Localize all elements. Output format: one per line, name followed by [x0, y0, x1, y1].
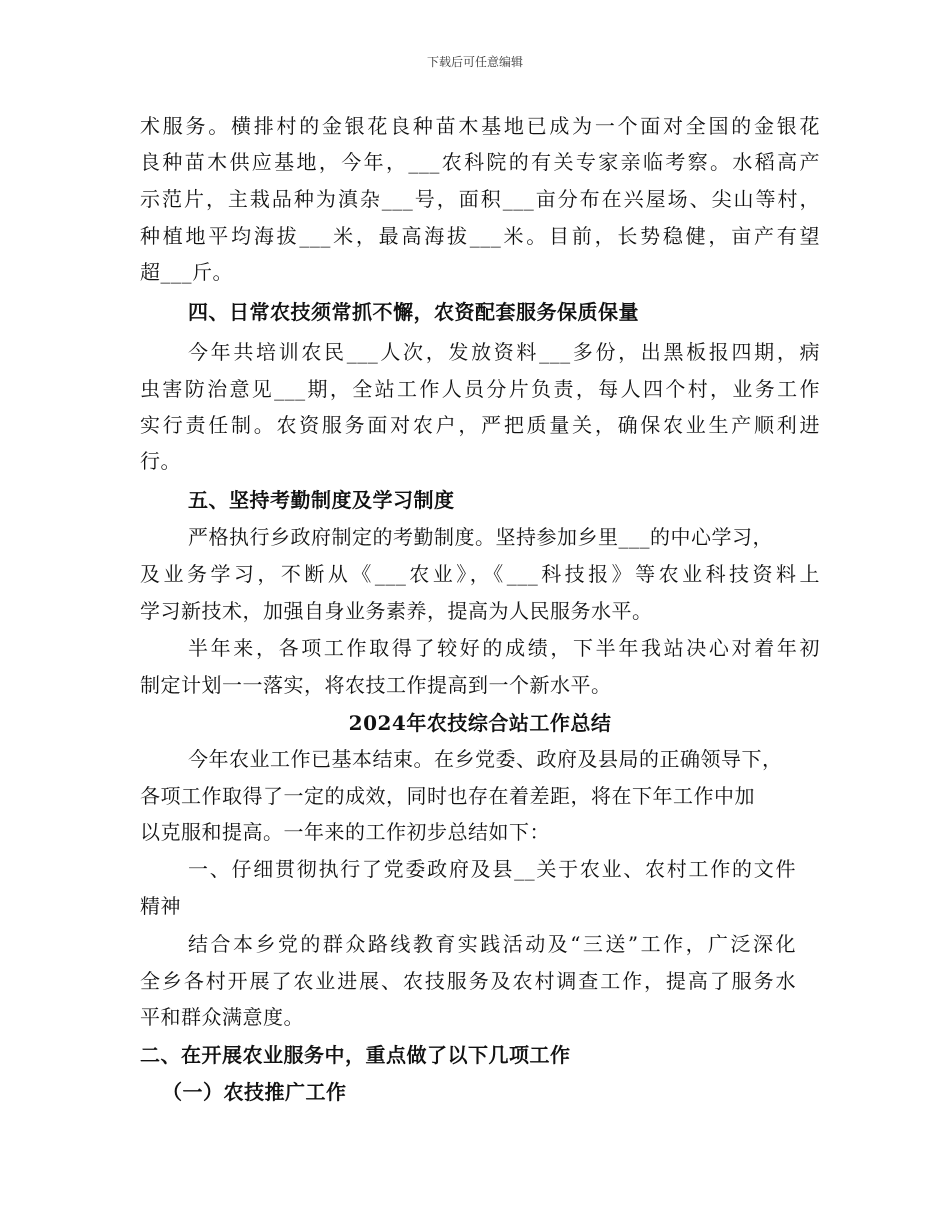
- text-line: 结合本乡党的群众路线教育实践活动及“三送”工作，广泛深化: [188, 932, 796, 956]
- page-header: 下载后可任意编辑: [426, 55, 523, 69]
- text-line: 实行责任制。农资服务面对农户，严把质量关，确保农业生产顺利进: [140, 413, 820, 437]
- text-line: 今年共培训农民___人次，发放资料___多份，出黑板报四期，病: [188, 340, 820, 364]
- section-heading: 五、坚持考勤制度及学习制度: [188, 488, 455, 512]
- section-heading: 四、日常农技须常抓不懈，农资配套服务保质保量: [188, 300, 639, 324]
- text-line: 术服务。横排村的金银花良种苗木基地已成为一个面对全国的金银花: [140, 114, 820, 138]
- text-line: 一、仔细贯彻执行了党委政府及县__关于农业、农村工作的文件: [188, 857, 796, 881]
- text-line: 超___斤。: [140, 260, 233, 284]
- text-line: 各项工作取得了一定的成效，同时也存在着差距，将在下年工作中加: [140, 784, 755, 808]
- text-line: 以克服和提高。一年来的工作初步总结如下：: [140, 820, 550, 844]
- text-line: 精神: [140, 894, 181, 918]
- text-line: 虫害防治意见___期，全站工作人员分片负责，每人四个村，业务工作: [140, 377, 820, 401]
- section-heading: 2024年农技综合站工作总结: [348, 711, 612, 735]
- text-line: 全乡各村开展了农业进展、农技服务及农村调查工作，提高了服务水: [140, 969, 796, 993]
- text-line: 及业务学习，不断从《___农业》，《___科技报》等农业科技资料上: [140, 562, 820, 586]
- text-line: 制定计划一一落实，将农技工作提高到一个新水平。: [140, 673, 612, 697]
- text-line: 良种苗木供应基地，今年，___农科院的有关专家亲临考察。水稻高产: [140, 150, 820, 174]
- text-line: 半年来，各项工作取得了较好的成绩，下半年我站决心对着年初: [188, 636, 820, 660]
- text-line: 种植地平均海拔___米，最高海拔___米。目前，长势稳健，亩产有望: [140, 224, 820, 248]
- text-line: 平和群众满意度。: [140, 1005, 304, 1029]
- text-line: 严格执行乡政府制定的考勤制度。坚持参加乡里___的中心学习，: [188, 525, 773, 549]
- section-heading: （一）农技推广工作: [162, 1080, 347, 1104]
- text-line: 行。: [140, 449, 181, 473]
- section-heading: 二、在开展农业服务中，重点做了以下几项工作: [140, 1043, 571, 1067]
- text-line: 示范片，主栽品种为滇杂___号，面积___亩分布在兴屋场、尖山等村，: [140, 187, 820, 211]
- text-line: 学习新技术，加强自身业务素养，提高为人民服务水平。: [140, 599, 653, 623]
- text-line: 今年农业工作已基本结束。在乡党委、政府及县局的正确领导下，: [188, 747, 783, 771]
